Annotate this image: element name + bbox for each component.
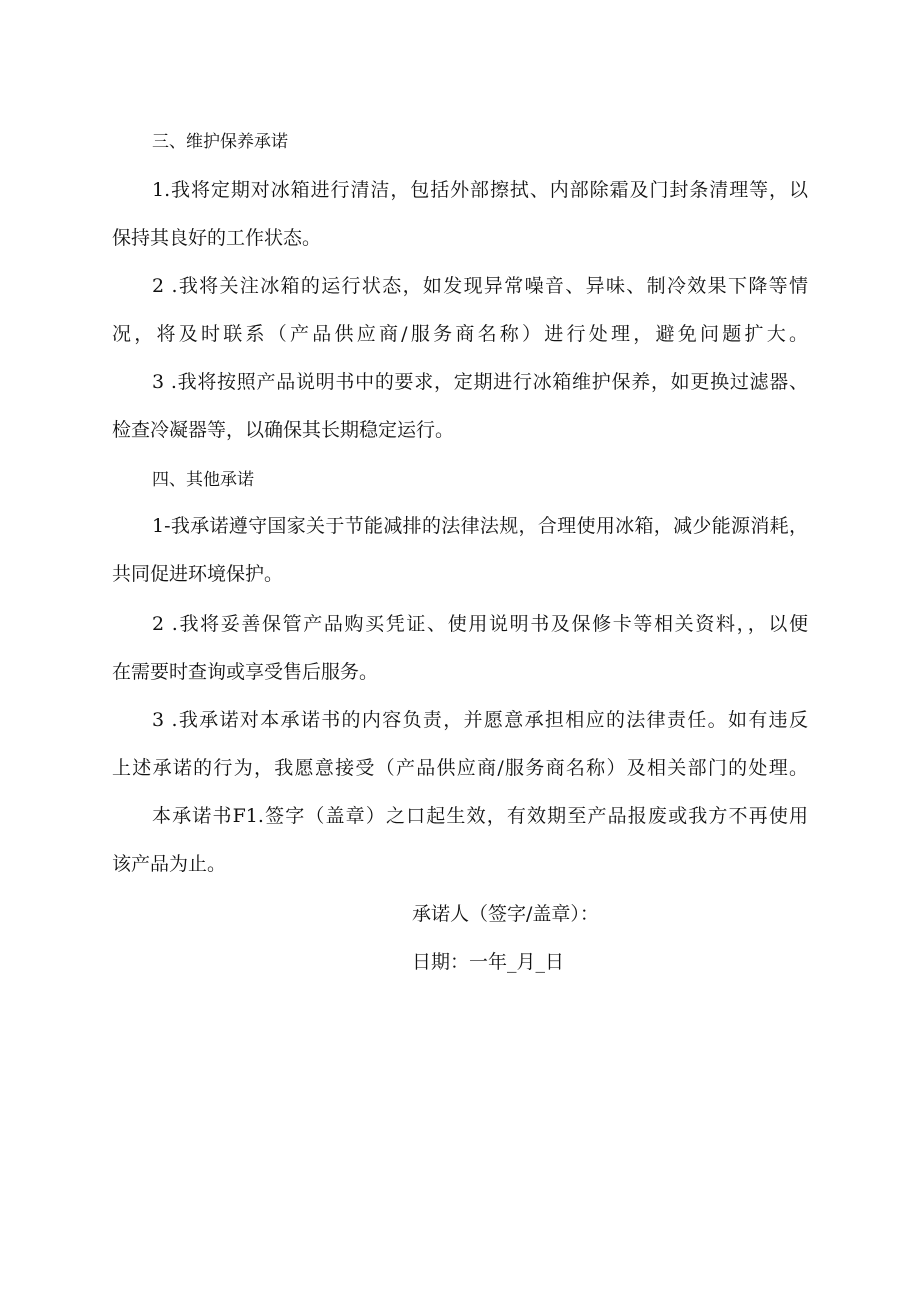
signer-label: 承诺人（签字/盖章）： <box>412 903 599 925</box>
other-item-2-line-2: 在需要时查询或享受售后服务。 <box>112 661 379 683</box>
closing-line-2: 该产品为止。 <box>112 853 227 875</box>
date-label: 日期：一年_月_日 <box>412 951 565 973</box>
maintenance-item-2-line-2: 况，将及时联系（产品供应商/服务商名称）进行处理，避免问题扩大。 <box>112 323 808 345</box>
other-item-3-line-2: 上述承诺的行为，我愿意接受（产品供应商/服务商名称）及相关部门的处理。 <box>112 757 808 779</box>
maintenance-item-2-line-1: 2 .我将关注冰箱的运行状态，如发现异常噪音、异味、制冷效果下降等情 <box>152 275 808 297</box>
section-heading-maintenance: 三、维护保养承诺 <box>152 132 288 152</box>
other-item-1-line-2: 共同促进环境保护。 <box>112 563 284 585</box>
closing-line-1: 本承诺书F1.签字（盖章）之口起生效，有效期至产品报废或我方不再使用 <box>152 805 808 827</box>
maintenance-item-1-line-1: 1.我将定期对冰箱进行清洁，包括外部擦拭、内部除霜及门封条清理等，以 <box>152 179 808 201</box>
section-heading-other: 四、其他承诺 <box>152 470 254 490</box>
maintenance-item-3-line-1: 3 .我将按照产品说明书中的要求，定期进行冰箱维护保养，如更换过滤器、 <box>152 371 808 393</box>
maintenance-item-1-line-2: 保持其良好的工作状态。 <box>112 227 322 249</box>
other-item-1-line-1: 1-我承诺遵守国家关于节能减排的法律法规，合理使用冰箱，减少能源消耗， <box>152 515 808 537</box>
other-item-3-line-1: 3 .我承诺对本承诺书的内容负责，并愿意承担相应的法律责任。如有违反 <box>152 709 808 731</box>
other-item-2-line-1: 2 .我将妥善保管产品购买凭证、使用说明书及保修卡等相关资料，，以便 <box>152 613 808 635</box>
maintenance-item-3-line-2: 检查冷凝器等，以确保其长期稳定运行。 <box>112 419 455 441</box>
